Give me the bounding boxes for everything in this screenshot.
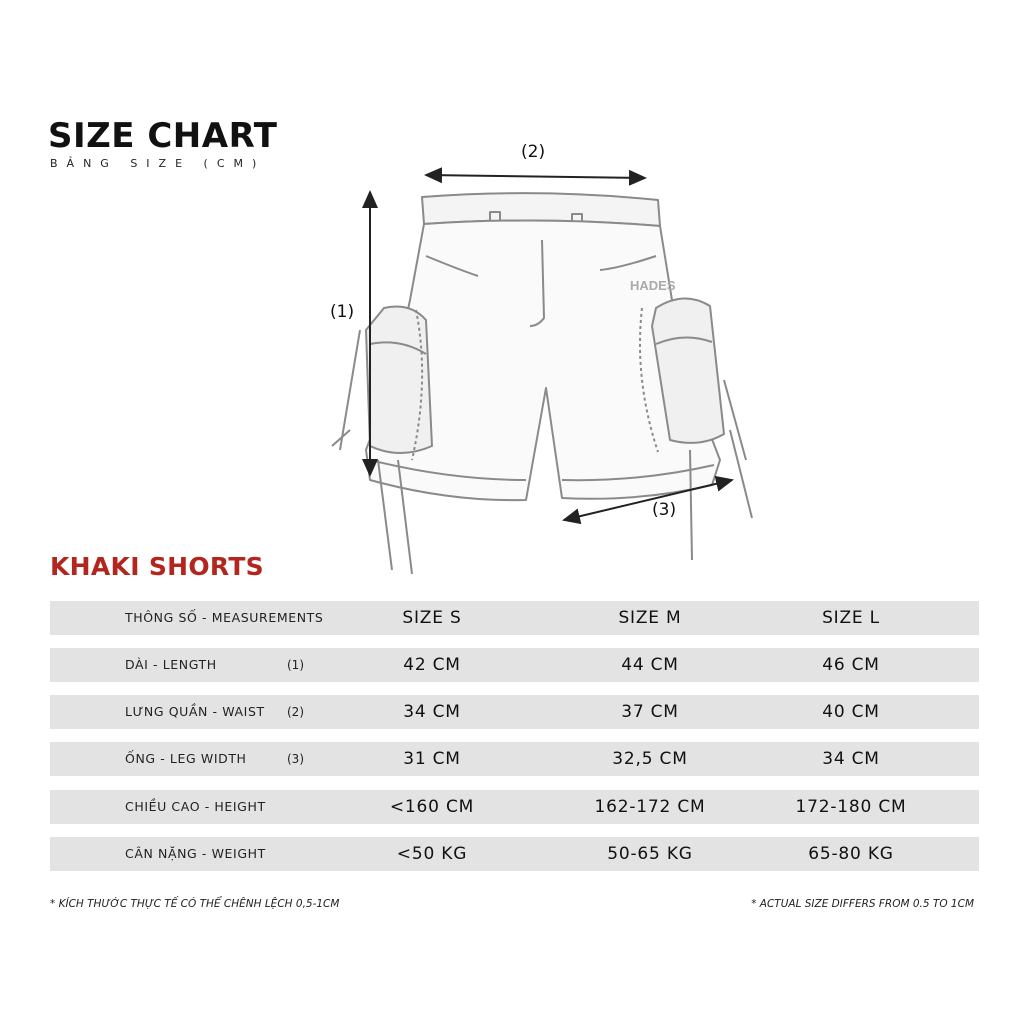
cell-size-m: 44 CM: [621, 655, 679, 675]
label-waist: (2): [521, 142, 546, 162]
header-label: THÔNG SỐ - MEASUREMENTS: [125, 610, 324, 625]
table-row: [50, 742, 979, 776]
cell-size-s: 34 CM: [403, 702, 461, 722]
note-english: * ACTUAL SIZE DIFFERS FROM 0.5 TO 1CM: [751, 898, 974, 910]
page-title: SIZE CHART: [48, 116, 278, 156]
label-length: (1): [330, 302, 355, 322]
cell-size-m: 32,5 CM: [612, 749, 688, 769]
row-label: CÂN NẶNG - WEIGHT: [125, 846, 266, 861]
row-label: LƯNG QUẦN - WAIST: [125, 704, 265, 719]
cell-size-l: 172-180 CM: [795, 797, 907, 817]
table-row: [50, 695, 979, 729]
cell-size-m: 162-172 CM: [594, 797, 706, 817]
note-vietnamese: * KÍCH THƯỚC THỰC TẾ CÓ THỂ CHÊNH LỆCH 0,5-1CM: [50, 898, 340, 910]
cell-size-m: 50-65 KG: [607, 844, 693, 864]
cell-size-l: 34 CM: [822, 749, 880, 769]
cell-size-s: <50 KG: [396, 844, 468, 864]
cell-size-s: <160 CM: [389, 797, 475, 817]
header-size-m: SIZE M: [618, 608, 682, 628]
table-row: [50, 790, 979, 824]
table-row: [50, 837, 979, 871]
cell-size-s: 42 CM: [403, 655, 461, 675]
arrow-waist: [426, 175, 645, 178]
table-row: [50, 648, 979, 682]
cell-size-l: 46 CM: [822, 655, 880, 675]
brand-print: HADES: [630, 278, 676, 293]
shorts-drawing: [300, 130, 800, 590]
table-header-row: [50, 601, 979, 635]
row-ref: (3): [287, 752, 304, 766]
page-subtitle: BẢNG SIZE (CM): [50, 157, 266, 170]
row-label: CHIỀU CAO - HEIGHT: [125, 799, 266, 814]
header-size-l: SIZE L: [822, 608, 880, 628]
header-size-s: SIZE S: [402, 608, 462, 628]
product-name: KHAKI SHORTS: [50, 552, 264, 581]
label-leg-width: (3): [652, 500, 677, 520]
cell-size-l: 65-80 KG: [808, 844, 894, 864]
row-label: ỐNG - LEG WIDTH: [125, 751, 247, 766]
cell-size-s: 31 CM: [403, 749, 461, 769]
cell-size-m: 37 CM: [621, 702, 679, 722]
cell-size-l: 40 CM: [822, 702, 880, 722]
row-label: DÀI - LENGTH: [125, 657, 217, 672]
shorts-outline: [332, 193, 752, 574]
row-ref: (2): [287, 705, 304, 719]
row-ref: (1): [287, 658, 304, 672]
